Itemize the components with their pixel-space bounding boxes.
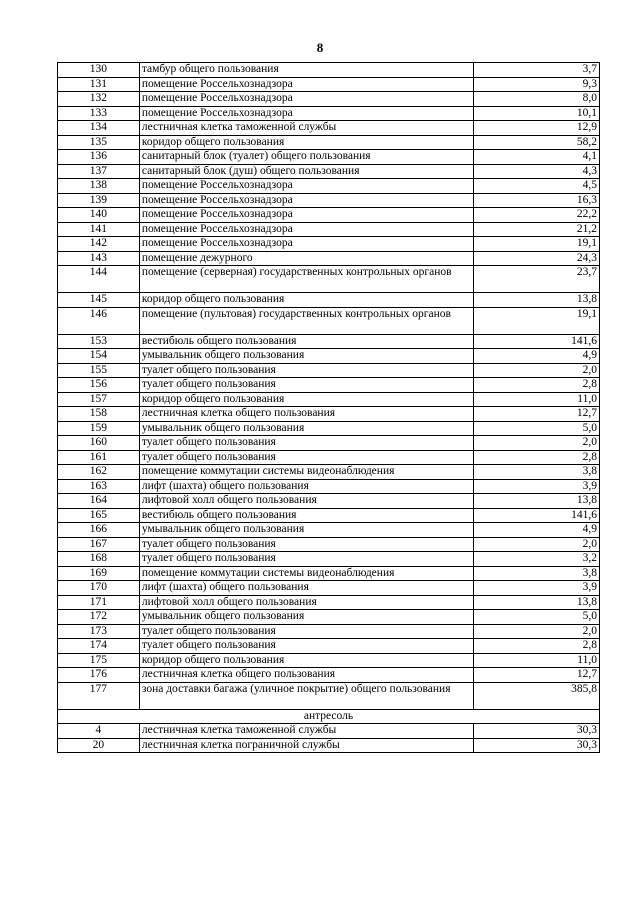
room-number-cell: 158 [58, 407, 140, 422]
room-area-cell: 9,3 [474, 77, 600, 92]
room-name-cell: коридор общего пользования [139, 653, 473, 668]
room-name-cell: туалет общего пользования [139, 436, 473, 451]
room-area-cell: 30,3 [474, 738, 600, 753]
room-number-cell: 133 [58, 106, 140, 121]
room-area-cell: 3,7 [474, 63, 600, 78]
room-number-cell: 166 [58, 523, 140, 538]
room-name-cell: лестничная клетка общего пользования [139, 668, 473, 683]
room-number-cell: 142 [58, 237, 140, 252]
room-name-cell: лифт (шахта) общего пользования [139, 479, 473, 494]
table-row [58, 508, 600, 523]
room-number-cell: 167 [58, 537, 140, 552]
room-name-cell: лифтовой холл общего пользования [139, 494, 473, 509]
room-name-cell: лестничная клетка таможенной службы [139, 724, 473, 739]
room-number-cell: 138 [58, 179, 140, 194]
table-row [58, 581, 600, 596]
room-area-cell: 2,0 [474, 363, 600, 378]
room-number-cell: 155 [58, 363, 140, 378]
room-area-cell: 8,0 [474, 92, 600, 107]
room-area-cell: 2,8 [474, 450, 600, 465]
table-row [58, 682, 600, 709]
room-number-cell: 160 [58, 436, 140, 451]
table-row [58, 193, 600, 208]
room-name-cell: вестибюль общего пользования [139, 334, 473, 349]
table-row [58, 479, 600, 494]
room-area-cell: 13,8 [474, 293, 600, 308]
room-name-cell: лестничная клетка таможенной службы [139, 121, 473, 136]
room-name-cell: коридор общего пользования [139, 392, 473, 407]
room-number-cell: 161 [58, 450, 140, 465]
table-row [58, 237, 600, 252]
room-name-cell: умывальник общего пользования [139, 610, 473, 625]
table-row [58, 494, 600, 509]
room-number-cell: 20 [58, 738, 140, 753]
table-row [58, 293, 600, 308]
room-name-cell: помещение Россельхознадзора [139, 77, 473, 92]
room-name-cell: туалет общего пользования [139, 363, 473, 378]
room-area-cell: 23,7 [474, 266, 600, 293]
room-area-cell: 2,0 [474, 436, 600, 451]
table-row [58, 407, 600, 422]
room-number-cell: 171 [58, 595, 140, 610]
room-number-cell: 131 [58, 77, 140, 92]
room-name-cell: помещение Россельхознадзора [139, 237, 473, 252]
room-name-cell: туалет общего пользования [139, 537, 473, 552]
room-area-cell: 12,7 [474, 407, 600, 422]
room-name-cell: умывальник общего пользования [139, 523, 473, 538]
room-area-cell: 4,9 [474, 523, 600, 538]
room-area-cell: 13,8 [474, 595, 600, 610]
room-name-cell: умывальник общего пользования [139, 421, 473, 436]
room-number-cell: 140 [58, 208, 140, 223]
table-row [58, 106, 600, 121]
table-row [58, 334, 600, 349]
room-number-cell: 169 [58, 566, 140, 581]
room-area-cell: 3,8 [474, 566, 600, 581]
table-row [58, 363, 600, 378]
table-row [58, 208, 600, 223]
room-number-cell: 144 [58, 266, 140, 293]
table-row [58, 251, 600, 266]
table-row [58, 610, 600, 625]
room-number-cell: 153 [58, 334, 140, 349]
room-number-cell: 134 [58, 121, 140, 136]
table-row [58, 436, 600, 451]
room-number-cell: 162 [58, 465, 140, 480]
room-name-cell: туалет общего пользования [139, 450, 473, 465]
room-number-cell: 173 [58, 624, 140, 639]
table-row [58, 624, 600, 639]
room-area-cell: 30,3 [474, 724, 600, 739]
table-row [58, 92, 600, 107]
room-number-cell: 176 [58, 668, 140, 683]
room-number-cell: 4 [58, 724, 140, 739]
table-row [58, 523, 600, 538]
table-row [58, 179, 600, 194]
table-row [58, 537, 600, 552]
room-area-cell: 11,0 [474, 392, 600, 407]
room-area-cell: 2,0 [474, 624, 600, 639]
room-number-cell: 170 [58, 581, 140, 596]
room-name-cell: помещение Россельхознадзора [139, 193, 473, 208]
room-name-cell: помещение Россельхознадзора [139, 208, 473, 223]
room-area-cell: 4,1 [474, 150, 600, 165]
room-area-cell: 2,0 [474, 537, 600, 552]
room-area-cell: 141,6 [474, 508, 600, 523]
room-name-cell: лифтовой холл общего пользования [139, 595, 473, 610]
room-area-cell: 21,2 [474, 222, 600, 237]
room-name-cell: помещение коммутации системы видеонаблюдения [139, 465, 473, 480]
room-number-cell: 156 [58, 378, 140, 393]
room-number-cell: 175 [58, 653, 140, 668]
room-number-cell: 159 [58, 421, 140, 436]
room-area-cell: 4,5 [474, 179, 600, 194]
table-row [58, 150, 600, 165]
room-number-cell: 172 [58, 610, 140, 625]
room-name-cell: туалет общего пользования [139, 639, 473, 654]
table-row [58, 63, 600, 78]
room-number-cell: 177 [58, 682, 140, 709]
room-number-cell: 163 [58, 479, 140, 494]
table-row [58, 135, 600, 150]
room-area-cell: 13,8 [474, 494, 600, 509]
room-area-cell: 12,9 [474, 121, 600, 136]
room-name-cell: санитарный блок (туалет) общего пользования [139, 150, 473, 165]
table-row [58, 465, 600, 480]
room-area-cell: 2,8 [474, 639, 600, 654]
room-number-cell: 165 [58, 508, 140, 523]
rooms-table [57, 62, 600, 753]
table-row [58, 668, 600, 683]
room-name-cell: помещение Россельхознадзора [139, 106, 473, 121]
table-row [58, 724, 600, 739]
section-header-row [58, 709, 600, 724]
section-title: антресоль [58, 709, 600, 724]
room-area-cell: 3,9 [474, 479, 600, 494]
room-name-cell: умывальник общего пользования [139, 349, 473, 364]
room-name-cell: тамбур общего пользования [139, 63, 473, 78]
room-area-cell: 11,0 [474, 653, 600, 668]
room-name-cell: помещение коммутации системы видеонаблюдения [139, 566, 473, 581]
room-area-cell: 4,9 [474, 349, 600, 364]
table-row [58, 349, 600, 364]
room-number-cell: 145 [58, 293, 140, 308]
room-area-cell: 385,8 [474, 682, 600, 709]
room-area-cell: 3,2 [474, 552, 600, 567]
table-row [58, 266, 600, 293]
room-name-cell: помещение Россельхознадзора [139, 222, 473, 237]
room-name-cell: лифт (шахта) общего пользования [139, 581, 473, 596]
room-name-cell: коридор общего пользования [139, 135, 473, 150]
table-row [58, 378, 600, 393]
page-number: 8 [316, 40, 324, 55]
room-area-cell: 22,2 [474, 208, 600, 223]
table-row [58, 307, 600, 334]
table-row [58, 552, 600, 567]
room-area-cell: 19,1 [474, 237, 600, 252]
room-number-cell: 154 [58, 349, 140, 364]
room-area-cell: 5,0 [474, 610, 600, 625]
table-row [58, 653, 600, 668]
room-number-cell: 136 [58, 150, 140, 165]
table-row [58, 121, 600, 136]
room-area-cell: 4,3 [474, 164, 600, 179]
room-name-cell: туалет общего пользования [139, 378, 473, 393]
room-number-cell: 135 [58, 135, 140, 150]
room-area-cell: 12,7 [474, 668, 600, 683]
room-area-cell: 58,2 [474, 135, 600, 150]
room-name-cell: туалет общего пользования [139, 552, 473, 567]
room-name-cell: вестибюль общего пользования [139, 508, 473, 523]
room-number-cell: 139 [58, 193, 140, 208]
room-name-cell: коридор общего пользования [139, 293, 473, 308]
room-name-cell: помещение дежурного [139, 251, 473, 266]
room-area-cell: 2,8 [474, 378, 600, 393]
room-name-cell: помещение Россельхознадзора [139, 179, 473, 194]
room-number-cell: 146 [58, 307, 140, 334]
room-area-cell: 16,3 [474, 193, 600, 208]
room-name-cell: помещение Россельхознадзора [139, 92, 473, 107]
table-row [58, 450, 600, 465]
table-row [58, 595, 600, 610]
room-number-cell: 132 [58, 92, 140, 107]
table-row [58, 392, 600, 407]
table-row [58, 222, 600, 237]
room-name-cell: туалет общего пользования [139, 624, 473, 639]
table-row [58, 738, 600, 753]
room-number-cell: 174 [58, 639, 140, 654]
room-area-cell: 19,1 [474, 307, 600, 334]
room-number-cell: 164 [58, 494, 140, 509]
table-row [58, 164, 600, 179]
room-name-cell: зона доставки багажа (уличное покрытие) общего пользования [139, 682, 473, 709]
room-name-cell: помещение (пультовая) государственных контрольных органов [139, 307, 473, 334]
room-area-cell: 5,0 [474, 421, 600, 436]
room-number-cell: 143 [58, 251, 140, 266]
room-area-cell: 24,3 [474, 251, 600, 266]
room-area-cell: 141,6 [474, 334, 600, 349]
room-name-cell: помещение (серверная) государственных контрольных органов [139, 266, 473, 293]
room-number-cell: 168 [58, 552, 140, 567]
room-area-cell: 3,9 [474, 581, 600, 596]
room-number-cell: 137 [58, 164, 140, 179]
rooms-table-body [58, 63, 600, 753]
table-row [58, 421, 600, 436]
room-name-cell: лестничная клетка пограничной службы [139, 738, 473, 753]
room-number-cell: 141 [58, 222, 140, 237]
room-area-cell: 3,8 [474, 465, 600, 480]
room-name-cell: лестничная клетка общего пользования [139, 407, 473, 422]
room-number-cell: 130 [58, 63, 140, 78]
room-name-cell: санитарный блок (душ) общего пользования [139, 164, 473, 179]
room-area-cell: 10,1 [474, 106, 600, 121]
table-row [58, 639, 600, 654]
table-row [58, 77, 600, 92]
room-number-cell: 157 [58, 392, 140, 407]
table-row [58, 566, 600, 581]
